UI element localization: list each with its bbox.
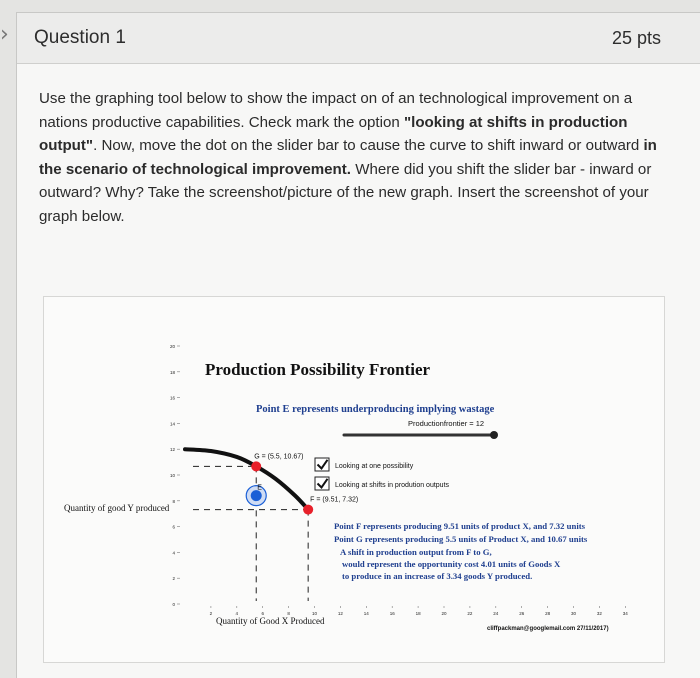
y-tick-label: 14	[169, 421, 175, 427]
prompt-part-3: . Now, move the dot on the slider bar to cause the curve to shift inward or outward	[93, 137, 644, 154]
checkbox-shifts-output[interactable]	[315, 477, 329, 490]
checkbox-one-possibility[interactable]	[315, 458, 329, 471]
y-tick-label: 20	[169, 344, 175, 349]
annotation-line-5: to produce in an increase of 3.34 goods Y produced.	[342, 571, 533, 581]
x-axis-label: Quantity of Good X Produced	[216, 616, 325, 626]
x-tick-label: 18	[415, 611, 421, 616]
annotation-line-4: would represent the opportunity cost 4.01 units of Goods X	[342, 559, 561, 569]
x-tick-label: 6	[261, 611, 264, 616]
y-tick-label: 0	[172, 602, 175, 607]
x-tick-label: 24	[493, 611, 499, 616]
chart-subtitle: Point E represents underproducing implying wastage	[256, 404, 495, 415]
y-tick-label: 18	[169, 369, 175, 375]
y-tick-label: 6	[172, 524, 175, 530]
x-tick-label: 20	[441, 611, 447, 616]
checkbox-shifts-output-label: Looking at shifts in prodution outputs	[335, 482, 450, 489]
x-tick-label: 14	[363, 611, 369, 616]
question-points: 25 pts	[611, 28, 661, 48]
y-tick-label: 2	[172, 576, 175, 582]
prompt-part-4: in the scenario of technological improvement.	[39, 137, 657, 178]
x-tick-label: 16	[389, 611, 395, 616]
collapse-chevron-icon[interactable]: ›	[0, 22, 9, 47]
x-tick-label: 2	[209, 611, 213, 616]
prompt-part-1: Use the graphing tool below to show the impact on of an technological improvement on a nations productive capabilities. Check mark the option	[39, 90, 633, 131]
x-tick-label: 26	[519, 611, 525, 616]
x-tick-label: 32	[596, 611, 602, 616]
x-tick-label: 28	[545, 611, 551, 616]
y-tick-label: 16	[169, 395, 175, 401]
point-e-label: E	[257, 484, 262, 492]
checkbox-one-possibility-label: Looking at one possibility	[335, 463, 414, 470]
annotation-block	[334, 521, 588, 581]
question-prompt	[39, 87, 667, 228]
question-title: Question 1	[34, 27, 126, 48]
y-tick-label: 10	[169, 473, 175, 478]
graph-screenshot	[43, 296, 665, 663]
x-tick-label: 22	[467, 611, 473, 616]
x-tick-label: 4	[235, 611, 239, 616]
point-f-label: F = (9.51, 7.32)	[310, 496, 359, 504]
chart-title: Production Possibility Frontier	[205, 360, 431, 379]
y-tick-label: 12	[169, 447, 175, 453]
prompt-part-5: Where did you shift the slider bar - inward or outward? Why? Take the screenshot/picture of the new graph. Insert the screenshot of your graph below.	[39, 160, 652, 225]
point-e[interactable]	[251, 490, 262, 501]
point-g-label: G = (5.5, 10.67)	[254, 453, 304, 461]
slider-handle[interactable]	[490, 431, 498, 439]
annotation-line-1: Point F represents producing 9.51 units of product X, and 7.32 units	[334, 521, 586, 531]
y-axis-label: Quantity of good Y produced	[64, 503, 170, 513]
x-tick-label: 12	[337, 611, 343, 616]
annotation-line-2: Point G represents producing 5.5 units of Product X, and 10.67 units	[334, 534, 588, 544]
slider-label: Productionfrontier = 12	[408, 419, 485, 428]
credit-text: cliffpackman@googlemail.com 27/11/2017)	[487, 626, 609, 632]
x-tick-label: 10	[311, 611, 318, 616]
point-f[interactable]	[303, 505, 313, 515]
annotation-line-3: A shift in production output from F to G,	[340, 547, 492, 557]
y-tick-label: 8	[172, 498, 175, 504]
point-g[interactable]	[251, 461, 261, 471]
x-tick-label: 30	[570, 611, 577, 616]
prompt-part-2: "looking at shifts in production output"	[39, 113, 628, 154]
x-tick-label: 34	[622, 611, 628, 616]
x-tick-label: 8	[287, 611, 290, 616]
ppf-chart[interactable]	[44, 297, 664, 662]
y-tick-label: 4	[172, 550, 175, 556]
question-header	[17, 13, 700, 64]
